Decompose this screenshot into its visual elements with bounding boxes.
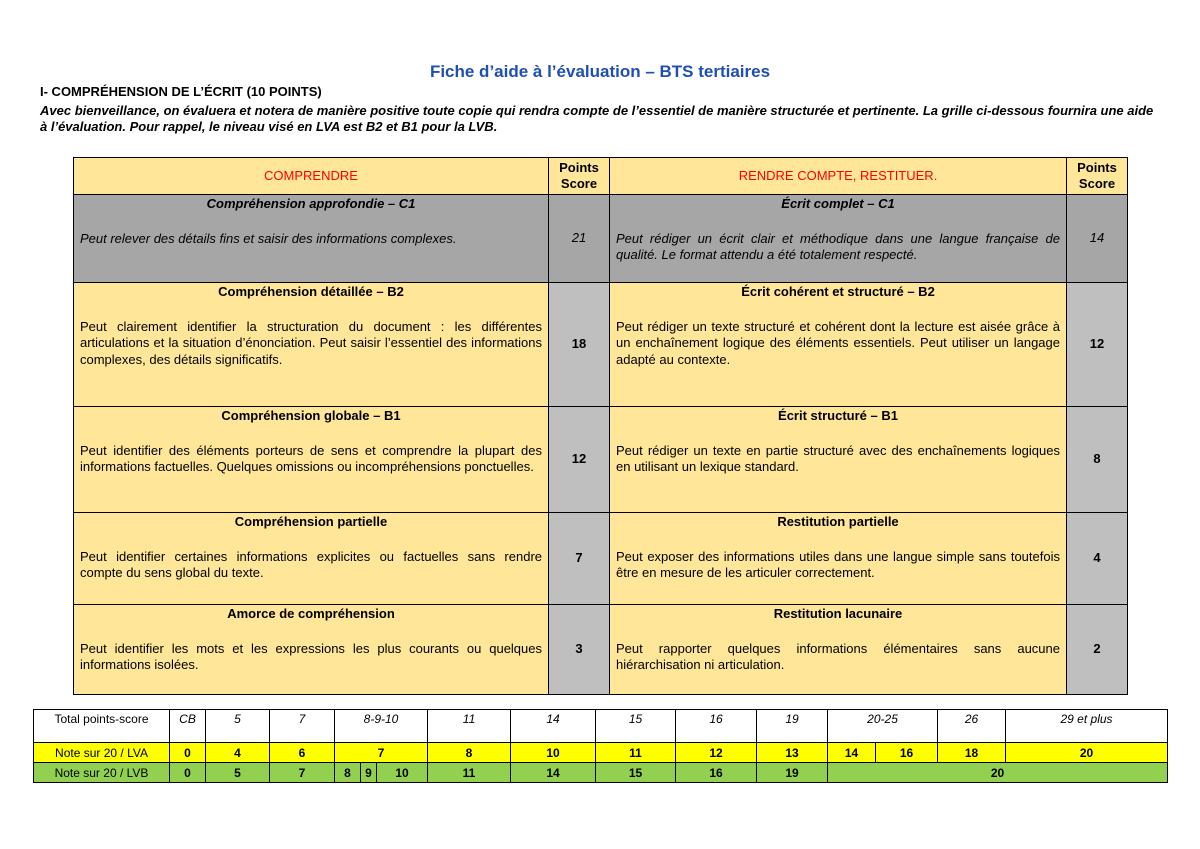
scale-total-cell: 8-9-10 xyxy=(335,710,428,743)
scale-lvb-cell: 5 xyxy=(206,763,270,783)
scale-lvb-cell: 14 xyxy=(511,763,596,783)
conversion-scale xyxy=(33,709,1168,783)
header-points-left: Points Score xyxy=(549,158,610,195)
header-comprendre: COMPRENDRE xyxy=(74,158,549,195)
left-level-title: Compréhension approfondie – C1 xyxy=(206,196,416,211)
grid-row-partial xyxy=(74,513,1128,605)
scale-lvb-row xyxy=(34,763,1168,783)
scale-total-cell: 15 xyxy=(596,710,676,743)
scale-lvb-cell: 9 xyxy=(361,763,377,783)
right-level-text: Peut rédiger un texte en partie structuré avec des enchaînements logiques en utilisant un lexique standard. xyxy=(616,442,1060,474)
right-score: 8 xyxy=(1067,407,1128,513)
scale-lva-cell: 14 xyxy=(828,743,876,763)
scale-lvb-cell: 19 xyxy=(757,763,828,783)
left-level-text: Peut relever des détails fins et saisir des informations complexes. xyxy=(80,230,457,246)
grid-header-row xyxy=(74,158,1128,195)
scale-total-row xyxy=(34,710,1168,743)
scale-lva-cell: 16 xyxy=(876,743,938,763)
scale-total-cell: 14 xyxy=(511,710,596,743)
scale-total-cell: 16 xyxy=(676,710,757,743)
scale-lvb-cell: 7 xyxy=(270,763,335,783)
left-level-text: Peut identifier certaines informations explicites ou factuelles sans rendre compte du sens global du texte. xyxy=(80,548,542,580)
left-score: 18 xyxy=(549,283,610,407)
left-level-title: Compréhension partielle xyxy=(234,514,388,529)
left-score: 7 xyxy=(549,513,610,605)
scale-lva-cell: 10 xyxy=(511,743,596,763)
right-level-title: Écrit cohérent et structuré – B2 xyxy=(741,284,935,299)
scale-lvb-cell: 16 xyxy=(676,763,757,783)
scale-lva-cell: 6 xyxy=(270,743,335,763)
left-level-title: Compréhension détaillée – B2 xyxy=(218,284,404,299)
left-score: 21 xyxy=(549,195,610,283)
right-descriptor xyxy=(610,407,1067,513)
right-score: 14 xyxy=(1067,195,1128,283)
scale-total-cell: 11 xyxy=(428,710,511,743)
scale-total-cell: CB xyxy=(170,710,206,743)
right-descriptor xyxy=(610,195,1067,283)
scale-lvb-cell: 8 xyxy=(335,763,361,783)
right-level-text: Peut exposer des informations utiles dans une langue simple sans toutefois être en mesure de les articuler correctement. xyxy=(616,548,1060,580)
left-descriptor xyxy=(74,513,549,605)
left-level-text: Peut identifier des éléments porteurs de sens et comprendre la plupart des informations factuelles. Quelques omissions ou incompréhensions ponctuelles. xyxy=(80,442,542,474)
right-level-text: Peut rédiger un écrit clair et méthodique dans une langue française de qualité. Le format attendu a été totalement respecté. xyxy=(616,230,1060,262)
grid-row-initial xyxy=(74,605,1128,695)
grid-row-b2 xyxy=(74,283,1128,407)
grid-row-c1 xyxy=(74,195,1128,283)
scale-lvb-label: Note sur 20 / LVB xyxy=(34,763,170,783)
scale-lva-cell: 7 xyxy=(335,743,428,763)
scale-total-cell: 5 xyxy=(206,710,270,743)
intro-paragraph: Avec bienveillance, on évaluera et notera de manière positive toute copie qui rendra compte de l’essentiel de manière structurée et pertinente. La grille ci-dessous fournira une aide à l’évaluation. Pour rappel, le niveau visé en LVA est B2 et B1 pour la LVB. xyxy=(40,103,1154,134)
left-score: 3 xyxy=(549,605,610,695)
scale-total-cell: 26 xyxy=(938,710,1006,743)
left-level-title: Compréhension globale – B1 xyxy=(221,408,401,423)
scale-lva-cell: 13 xyxy=(757,743,828,763)
scale-lvb-cell: 0 xyxy=(170,763,206,783)
scale-total-label: Total points-score xyxy=(34,710,170,743)
right-level-title: Restitution partielle xyxy=(777,514,899,529)
right-level-text: Peut rédiger un texte structuré et cohérent dont la lecture est aisée grâce à un enchaînement logique des éléments essentiels. Peut utiliser un langage adapté au contexte. xyxy=(616,318,1060,367)
right-score: 4 xyxy=(1067,513,1128,605)
scale-total-cell: 7 xyxy=(270,710,335,743)
right-descriptor xyxy=(610,513,1067,605)
right-descriptor xyxy=(610,283,1067,407)
scale-lvb-cell: 20 xyxy=(828,763,1168,783)
scale-lvb-cell: 15 xyxy=(596,763,676,783)
scale-lva-cell: 0 xyxy=(170,743,206,763)
scale-lva-cell: 12 xyxy=(676,743,757,763)
scale-lva-cell: 18 xyxy=(938,743,1006,763)
scale-lva-cell: 11 xyxy=(596,743,676,763)
page-title: Fiche d’aide à l’évaluation – BTS tertiaires xyxy=(429,62,771,81)
right-level-title: Écrit structuré – B1 xyxy=(778,408,898,423)
left-descriptor xyxy=(74,605,549,695)
right-level-title: Écrit complet – C1 xyxy=(781,196,895,211)
evaluation-grid xyxy=(73,157,1128,695)
scale-lva-row xyxy=(34,743,1168,763)
right-level-text: Peut rapporter quelques informations élémentaires sans aucune hiérarchisation ni articulation. xyxy=(616,640,1060,672)
left-level-title: Amorce de compréhension xyxy=(227,606,395,621)
grid-row-b1 xyxy=(74,407,1128,513)
left-level-text: Peut identifier les mots et les expressions les plus courants ou quelques informations isolées. xyxy=(80,640,542,672)
left-descriptor xyxy=(74,283,549,407)
scale-lva-cell: 4 xyxy=(206,743,270,763)
scale-total-cell: 19 xyxy=(757,710,828,743)
left-level-text: Peut clairement identifier la structuration du document : les différentes articulations et la situation d’énonciation. Peut saisir l’essentiel des informations complexes, des détails significatifs. xyxy=(80,318,542,367)
section-heading: I- COMPRÉHENSION DE L’ÉCRIT (10 POINTS) xyxy=(40,84,322,99)
left-score: 12 xyxy=(549,407,610,513)
scale-lvb-cell: 11 xyxy=(428,763,511,783)
header-rendre-compte: RENDRE COMPTE, RESTITUER. xyxy=(610,158,1067,195)
right-descriptor xyxy=(610,605,1067,695)
header-points-right: Points Score xyxy=(1067,158,1128,195)
scale-total-cell: 20-25 xyxy=(828,710,938,743)
scale-lva-cell: 20 xyxy=(1006,743,1168,763)
right-score: 2 xyxy=(1067,605,1128,695)
right-level-title: Restitution lacunaire xyxy=(773,606,903,621)
left-descriptor xyxy=(74,195,549,283)
scale-total-cell: 29 et plus xyxy=(1006,710,1168,743)
scale-lva-label: Note sur 20 / LVA xyxy=(34,743,170,763)
scale-lvb-cell: 10 xyxy=(377,763,428,783)
right-score: 12 xyxy=(1067,283,1128,407)
scale-lva-cell: 8 xyxy=(428,743,511,763)
left-descriptor xyxy=(74,407,549,513)
